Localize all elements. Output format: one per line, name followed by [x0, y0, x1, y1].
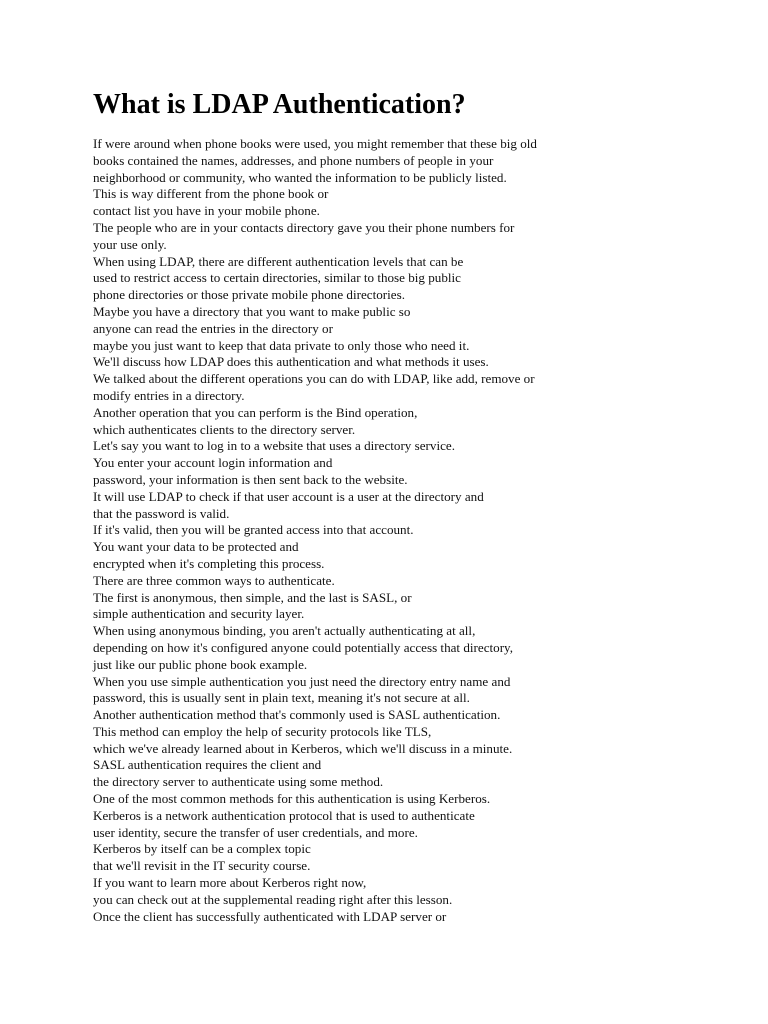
text-line: that we'll revisit in the IT security course.	[93, 858, 311, 874]
text-line: If it's valid, then you will be granted access into that account.	[93, 522, 414, 538]
text-line: encrypted when it's completing this process.	[93, 555, 325, 571]
text-line: The first is anonymous, then simple, and the last is SASL, or	[93, 589, 412, 605]
text-line: Another operation that you can perform is the Bind operation,	[93, 404, 418, 420]
page-title: What is LDAP Authentication?	[93, 89, 466, 120]
text-line: maybe you just want to keep that data private to only those who need it.	[93, 337, 470, 353]
text-line: just like our public phone book example.	[93, 656, 308, 672]
text-line: One of the most common methods for this authentication is using Kerberos.	[93, 791, 491, 807]
text-line: When you use simple authentication you just need the directory entry name and	[93, 673, 511, 689]
text-line: SASL authentication requires the client and	[93, 757, 322, 773]
document-body	[93, 136, 733, 925]
text-line: which we've already learned about in Kerberos, which we'll discuss in a minute.	[93, 740, 513, 756]
text-line: There are three common ways to authenticate.	[93, 572, 335, 588]
text-line: user identity, secure the transfer of user credentials, and more.	[93, 824, 418, 840]
text-line: The people who are in your contacts directory gave you their phone numbers for	[93, 219, 515, 235]
text-line: When using LDAP, there are different authentication levels that can be	[93, 253, 464, 269]
text-line: the directory server to authenticate using some method.	[93, 774, 384, 790]
text-line: which authenticates clients to the directory server.	[93, 421, 356, 437]
text-line: contact list you have in your mobile phone.	[93, 203, 320, 219]
text-line: password, this is usually sent in plain text, meaning it's not secure at all.	[93, 690, 470, 706]
text-line: If were around when phone books were used, you might remember that these big old	[93, 136, 537, 151]
text-line: We talked about the different operations you can do with LDAP, like add, remove or	[93, 371, 535, 387]
text-line: You want your data to be protected and	[93, 539, 299, 555]
text-line: Kerberos by itself can be a complex topic	[93, 841, 311, 857]
text-line: that the password is valid.	[93, 505, 230, 521]
text-line: You enter your account login information and	[93, 455, 333, 471]
text-line: books contained the names, addresses, and phone numbers of people in your	[93, 152, 494, 168]
text-line: password, your information is then sent back to the website.	[93, 471, 408, 487]
text-line: neighborhood or community, who wanted the information to be publicly listed.	[93, 169, 507, 185]
text-line: If you want to learn more about Kerberos right now,	[93, 875, 367, 891]
text-line: depending on how it's configured anyone could potentially access that directory,	[93, 639, 514, 655]
text-line: used to restrict access to certain directories, similar to those big public	[93, 270, 461, 286]
text-line: anyone can read the entries in the directory or	[93, 320, 333, 336]
text-line: This method can employ the help of security protocols like TLS,	[93, 723, 432, 739]
text-line: Another authentication method that's commonly used is SASL authentication.	[93, 707, 501, 723]
text-line: It will use LDAP to check if that user account is a user at the directory and	[93, 488, 484, 504]
text-line: you can check out at the supplemental reading right after this lesson.	[93, 891, 453, 907]
text-line: modify entries in a directory.	[93, 387, 245, 403]
text-line: phone directories or those private mobile phone directories.	[93, 287, 405, 303]
text-line: When using anonymous binding, you aren't actually authenticating at all,	[93, 623, 476, 639]
text-line: Kerberos is a network authentication protocol that is used to authenticate	[93, 807, 475, 823]
text-line: We'll discuss how LDAP does this authentication and what methods it uses.	[93, 354, 489, 370]
text-line: This is way different from the phone book or	[93, 186, 329, 202]
text-line: simple authentication and security layer.	[93, 606, 305, 622]
text-line: your use only.	[93, 236, 167, 252]
text-line: Once the client has successfully authenticated with LDAP server or	[93, 908, 447, 924]
text-line: Let's say you want to log in to a website that uses a directory service.	[93, 438, 455, 454]
text-line: Maybe you have a directory that you want to make public so	[93, 303, 411, 319]
